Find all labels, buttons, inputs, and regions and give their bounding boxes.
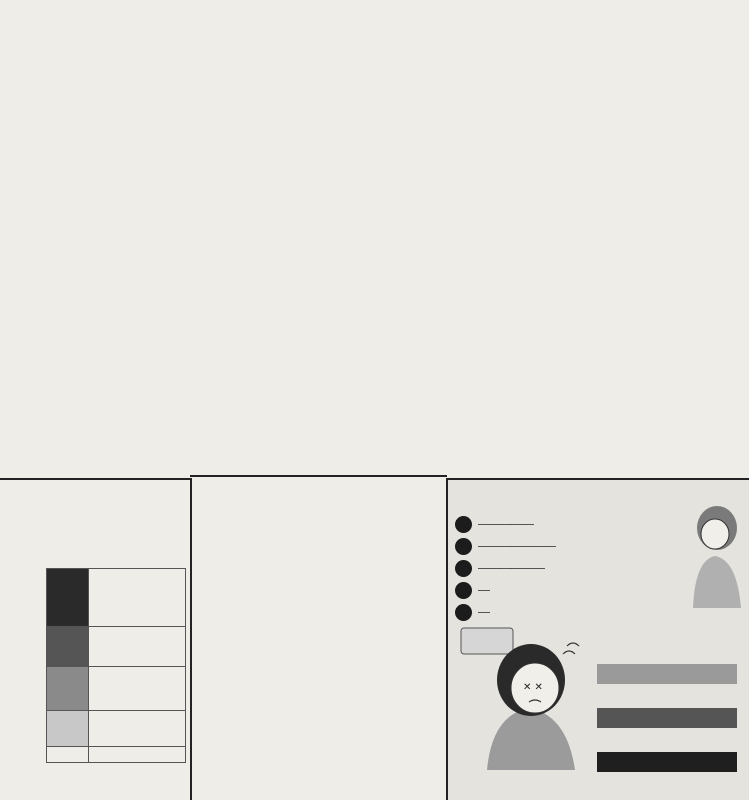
step-letter-badge bbox=[455, 604, 472, 621]
step-leader: ――――――― bbox=[478, 539, 555, 553]
table-row bbox=[47, 569, 186, 627]
divider bbox=[446, 478, 448, 800]
dizzy-eyes: ✕ ✕ bbox=[523, 682, 543, 693]
step-leader: ― bbox=[478, 605, 489, 619]
level-desc bbox=[89, 711, 186, 747]
degree-3-bar bbox=[597, 752, 737, 772]
first-step-fluid bbox=[455, 514, 537, 534]
level-label bbox=[47, 667, 89, 711]
table-row bbox=[47, 627, 186, 667]
city-row-tsu bbox=[46, 534, 128, 556]
first-step-ice bbox=[455, 536, 559, 556]
divider bbox=[190, 475, 447, 477]
person-body bbox=[487, 708, 575, 770]
step-letter-badge bbox=[455, 516, 472, 533]
first-step-rest bbox=[455, 558, 548, 578]
level-label bbox=[47, 711, 89, 747]
degree-1-bar bbox=[597, 664, 737, 684]
level-label bbox=[47, 569, 89, 627]
nurse-body bbox=[693, 556, 741, 608]
level-desc bbox=[89, 569, 186, 627]
degree-2-bar bbox=[597, 708, 737, 728]
dizzy-marks bbox=[563, 643, 579, 654]
city-row-gifu bbox=[46, 511, 128, 533]
article-mid-heading bbox=[323, 180, 373, 460]
divider bbox=[190, 478, 192, 800]
step-leader: ――――― bbox=[478, 517, 533, 531]
first-step-sign bbox=[455, 580, 493, 600]
nurse-illustration bbox=[685, 498, 745, 608]
step-leader: ―――――― bbox=[478, 561, 544, 575]
first-step-treatment bbox=[455, 602, 493, 622]
table-row bbox=[47, 667, 186, 711]
step-leader: ― bbox=[478, 583, 489, 597]
level-label bbox=[47, 747, 89, 763]
sick-person-illustration bbox=[447, 620, 597, 780]
level-desc bbox=[89, 627, 186, 667]
headline-main bbox=[669, 10, 739, 472]
level-desc bbox=[89, 667, 186, 711]
hospital-sign bbox=[461, 628, 513, 654]
step-letter-badge bbox=[455, 582, 472, 599]
step-letter-badge bbox=[455, 560, 472, 577]
table-row bbox=[47, 747, 186, 763]
heat-warning-box bbox=[0, 478, 190, 800]
table-row bbox=[47, 711, 186, 747]
nurse-face bbox=[701, 519, 729, 549]
level-desc bbox=[89, 747, 186, 763]
level-table bbox=[46, 568, 186, 763]
headline-sub bbox=[601, 120, 659, 470]
step-letter-badge bbox=[455, 538, 472, 555]
city-row-nagoya bbox=[46, 488, 128, 510]
level-label bbox=[47, 627, 89, 667]
first-aid-box bbox=[447, 478, 749, 800]
